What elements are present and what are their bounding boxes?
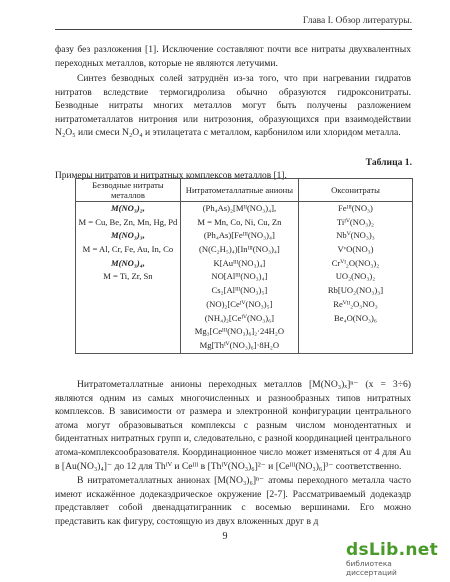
paragraph-synthesis: Синтез безводных солей затруднён из-за того, что при нагревании гидратов нитратов вследствие термогидролиза обычно образуются гидроксонитраты. Безводные нитраты многих металлов могут быть получены разложением нитратометаллатов нитрония или нитрозония, образующихся при взаимодействии N₂O₅ или смеси N₂O₄ и этилацетата с металлом, карбонилом или хлоридом металла. [55, 73, 411, 139]
cell: M(NO₃)₂, [110, 203, 145, 213]
cell: M = Al, Cr, Fe, Au, In, Co [82, 244, 174, 255]
cell: (NH₄)₂[Ceᴵⱽ(NO₃)₆] [204, 312, 274, 323]
running-header: Глава I. Обзор литературы. [302, 16, 412, 26]
cell: Rb[UO₂(NO₃)₃] [327, 285, 384, 296]
cell: Nbⱽ(NO₃)₃ [336, 230, 375, 241]
header-rule [55, 29, 412, 30]
header-anhydrous: Безводные нитраты металлов [76, 179, 181, 202]
table-header-row [76, 179, 413, 202]
column-anhydrous [76, 202, 181, 354]
table-label: Таблица 1. [365, 157, 412, 168]
cell: Feᴵᴵᴵ(NO₃) [338, 203, 373, 213]
paragraph-continuation: фазу без разложения [1]. Исключение составляют почти все нитраты двухвалентных переходных металлов, которые не являются летучими. [55, 44, 411, 69]
table-caption: Примеры нитратов и нитратных комплексов металлов [1]. [55, 171, 287, 181]
table-body-row [76, 202, 413, 354]
cell: M(NO₃)₄, [110, 257, 145, 268]
cell: (Ph₄As)₂[Mᴵᴵ(NO₃)₄], [202, 203, 277, 213]
cell: Cs₂[Alᴵᴵᴵ(NO₃)₅] [211, 285, 268, 296]
header-anions: Нитратометаллатные анионы [180, 179, 298, 202]
paragraph-nitratometallate: Нитратометаллатные анионы переходных металлов [M(NO₃)ₓ]ⁿ⁻ (x = 3÷6) являются одним из самых многочисленных и разнообразных типов нитратных комплексов. В зависимости от размера и электронной конфигурации центрального атома могут образовываться комплексы с разным числом монодентатных и бидентатных нитратных групп и, следовательно, с разной координацией центрального атома-комплексообразователя. Координационное число может изменяться от 4 для Au в [Au(NO₃)₄]⁻ до 12 для Thᴵⱽ и Ceᴵᴵᴵ в [Thᴵⱽ(NO₃)₆]²⁻ и [Ceᴵᴵᴵ(NO₃)₆]³⁻ соответственно. [55, 379, 411, 472]
column-oxonitrates [298, 202, 412, 354]
cell: (N(C₂H₅)₄)[Inᴵᴵᴵ(NO₃)₄] [199, 244, 280, 255]
cell: (NO)₂[Ceᴵⱽ(NO₃)₅] [206, 298, 273, 309]
watermark-logo: dsLib.net [346, 540, 439, 560]
cell: Mg[Thᴵⱽ(NO₃)₆]·8H₂O [199, 339, 280, 350]
cell: K[Auᴵᴵᴵ(NO₃)₄] [213, 257, 266, 268]
cell: UO₂(NO₃)₂ [335, 271, 376, 282]
watermark-subtitle: библиотека диссертаций [346, 559, 397, 577]
page-number: 9 [222, 531, 228, 542]
cell: Tiᴵⱽ(NO₃)₂ [336, 216, 375, 227]
cell: M = Ti, Zr, Sn [103, 271, 153, 282]
header-oxonitrates: Оксонитраты [298, 179, 412, 202]
nitrates-table [75, 178, 413, 354]
cell: M(NO₃)₃, [110, 230, 145, 241]
cell: (Ph₄As)[Feᴵᴵᴵ(NO₃)₄] [203, 230, 275, 241]
cell: Mg₃[Ceᴵᴵᴵ(NO₃)₆]₂·24H₂O [194, 326, 285, 337]
paragraph-dodecahedron: В нитратометаллатных анионах [M(NO₃)₆]ⁿ⁻ атомы переходного металла часто имеют искажённое додекаэдрическое окружение [2-7]. Рассматриваемый додекаэдр представляет собой двенадцатигранник с восемью вершинами. Его можно представить как фигуру, состоящую из двух вложенных друг в д [55, 475, 411, 527]
cell: Crⱽᴵ₂O(NO₃)₂ [331, 257, 380, 268]
cell: Be₄O(NO₃)₆ [334, 312, 377, 323]
cell: VᵛO(NO₃) [337, 244, 374, 255]
cell: NO[Alᴵᴵᴵ(NO₃)₄] [211, 271, 268, 282]
cell: M = Cu, Be, Zn, Mn, Hg, Pd [78, 216, 178, 227]
cell: M = Mn, Co, Ni, Cu, Zn [197, 216, 282, 227]
column-anions [180, 202, 298, 354]
watermark [346, 540, 444, 577]
cell: Reⱽᴵᴵ₂O₃NO₃ [333, 298, 378, 309]
